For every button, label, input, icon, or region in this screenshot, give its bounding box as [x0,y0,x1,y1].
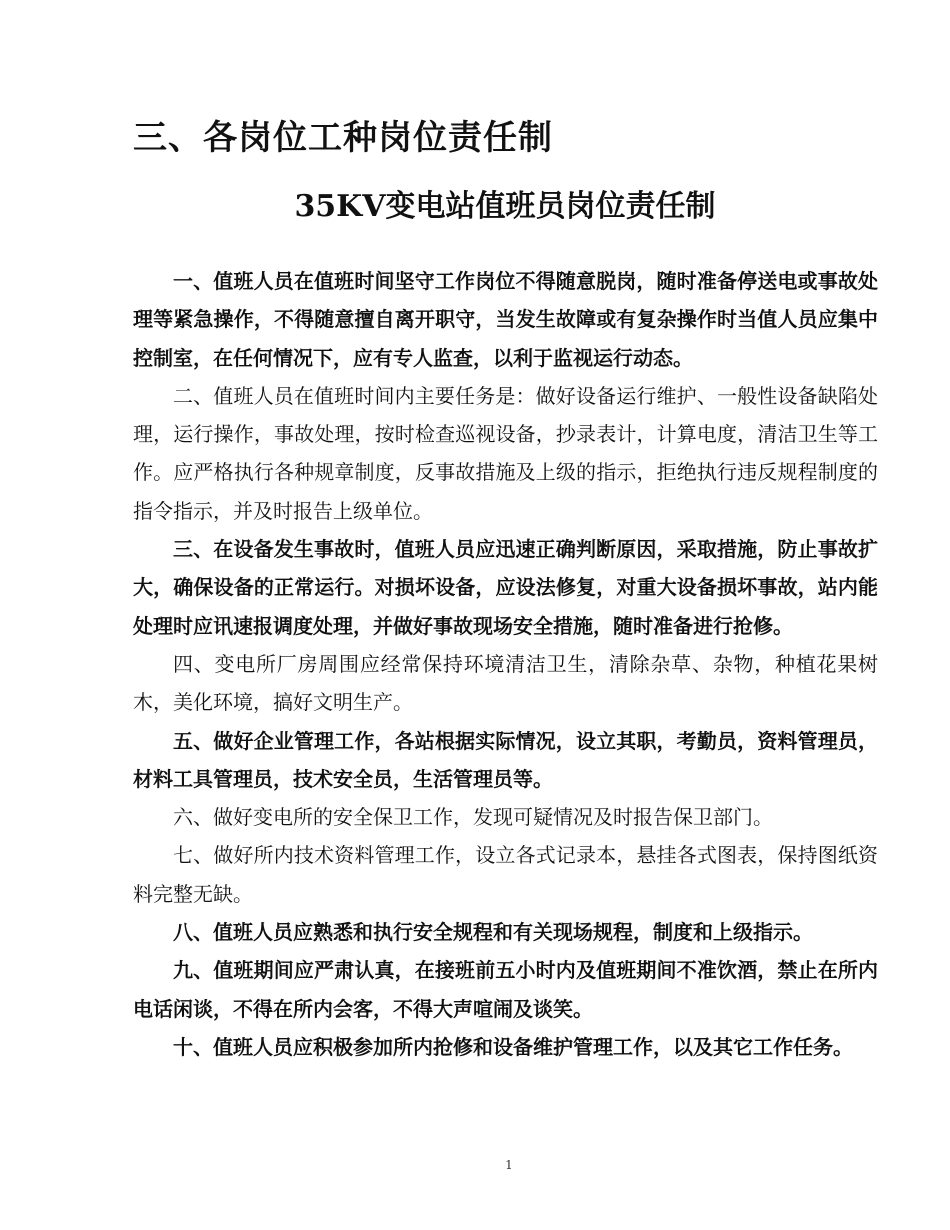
document-body [133,262,878,1066]
document-title: 35KV变电站值班员岗位责任制 [294,189,716,224]
paragraph-3: 三、在设备发生事故时，值班人员应迅速正确判断原因，采取措施，防止事故扩大，确保设备的正常运行。对损坏设备，应设法修复，对重大设备损坏事故，站内能处理时应讯速报调度处理，并做好事故现场安全措施，随时准备进行抢修。 [133,537,878,638]
paragraph-4: 四、变电所厂房周围应经常保持环境清洁卫生，清除杂草、杂物，种植花果树木，美化环境，搞好文明生产。 [133,651,878,715]
paragraph-6: 六、做好变电所的安全保卫工作，发现可疑情况及时报告保卫部门。 [173,805,773,830]
paragraph-10: 十、值班人员应积极参加所内抢修和设备维护管理工作，以及其它工作任务。 [173,1034,853,1059]
paragraph-8: 八、值班人员应熟悉和执行安全规程和有关现场规程，制度和上级指示。 [173,920,813,945]
page-number: 1 [505,1158,513,1172]
paragraph-7: 七、做好所内技术资料管理工作，设立各式记录本，悬挂各式图表，保持图纸资料完整无缺。 [133,843,878,906]
paragraph-2: 二、值班人员在值班时间内主要任务是：做好设备运行维护、一般性设备缺陷处理，运行操作，事故处理，按时检查巡视设备，抄录表计，计算电度，清洁卫生等工作。应严格执行各种规章制度，反事故措施及上级的指示，拒绝执行违反规程制度的指令指示，并及时报告上级单位。 [133,383,878,523]
paragraph-9: 九、值班期间应严肃认真，在接班前五小时内及值班期间不准饮酒，禁止在所内电话闲谈，不得在所内会客，不得大声喧闹及谈笑。 [133,958,878,1021]
section-heading: 三、各岗位工种岗位责任制 [133,118,553,158]
paragraph-5: 五、做好企业管理工作，各站根据实际情况，设立其职，考勤员，资料管理员，材料工具管理员，技术安全员，生活管理员等。 [133,728,878,791]
paragraph-1: 一、值班人员在值班时间坚守工作岗位不得随意脱岗，随时准备停送电或事故处理等紧急操作，不得随意擅自离开职守，当发生故障或有复杂操作时当值人员应集中控制室，在任何情况下，应有专人监查，以利于监视运行动态。 [133,269,878,370]
